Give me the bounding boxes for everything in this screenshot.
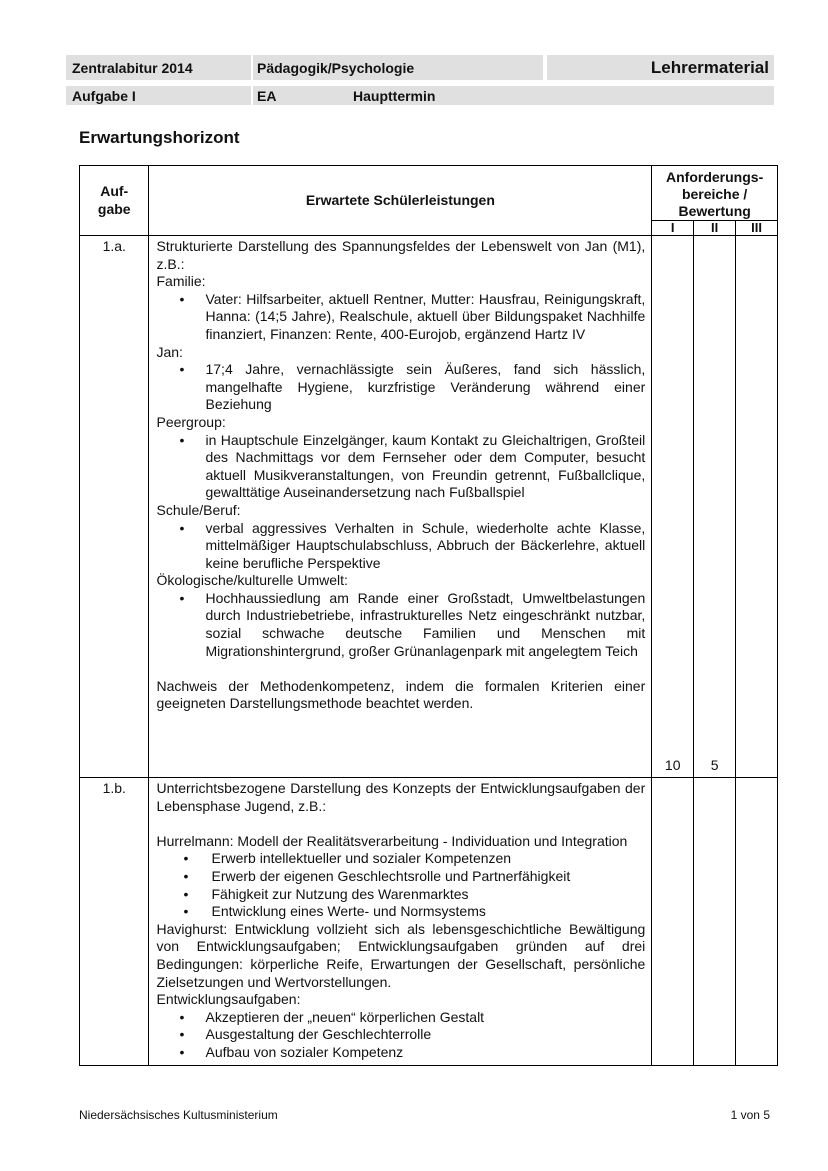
- havighurst-text: Havighurst: Entwicklung vollzieht sich als lebensgeschichtliche Bewältigung von Entwicklungsaufgaben; Entwicklungsaufgaben gründen auf drei Bedingungen: körperliche Reife, Erwartungen der Gesellschaft, persönliche Zielsetzungen und Wertvorstellungen.: [156, 920, 646, 990]
- header-exam: Zentralabitur 2014: [72, 59, 193, 76]
- expected-performance-1b: [149, 778, 652, 1066]
- header-subject-cell: [253, 55, 543, 80]
- list-item: • in Hauptschule Einzelgänger, kaum Kontakt zu Gleichaltrigen, Großteil des Nachmittags vor dem Fernseher oder dem Computer, besucht aktuell Musikveranstaltungen, von Freundin getrennt, Fußballclique, gewalttätige Auseinandersetzung nach Fußballspiel: [156, 432, 645, 502]
- level-header-ii: II: [694, 221, 736, 236]
- jan-label: Jan:: [156, 343, 183, 360]
- score-1b-ii: [694, 778, 736, 1066]
- list-item: • Entwicklung eines Werte- und Normsystems: [156, 903, 645, 921]
- score-1a-ii: 5: [694, 236, 736, 778]
- familie-list: [156, 291, 645, 344]
- list-item: • Erwerb der eigenen Geschlechtsrolle und Partnerfähigkeit: [156, 868, 645, 886]
- header-date: Haupttermin: [353, 87, 436, 104]
- column-header-leistungen: Erwartete Schülerleistungen: [149, 166, 652, 236]
- list-item: • Erwerb intellektueller und sozialer Kompetenzen: [156, 850, 645, 868]
- task-number-1a: 1.a.: [80, 236, 149, 778]
- umwelt-label: Ökologische/kulturelle Umwelt:: [156, 572, 348, 589]
- schule-label: Schule/Beruf:: [156, 501, 241, 518]
- table-row-1a: [80, 236, 778, 778]
- header-doctype-cell: [547, 55, 774, 80]
- methoden-text: Nachweis der Methodenkompetenz, indem die formalen Kriterien einer geeigneten Darstellungsmethode beachtet werden.: [156, 677, 646, 712]
- row-1b-intro: Unterrichtsbezogene Darstellung des Konzepts der Entwicklungsaufgaben der Lebensphase Jugend, z.B.:: [156, 780, 646, 814]
- entwicklungsaufgaben-label: Entwicklungsaufgaben:: [156, 991, 301, 1008]
- level-header-i: I: [652, 221, 694, 236]
- column-header-aufgabe-line2: gabe: [97, 200, 131, 217]
- anf-line1: Anforderungs-: [666, 169, 764, 185]
- umwelt-list: [156, 590, 645, 660]
- score-1a-iii: [736, 236, 778, 778]
- jan-list: [156, 361, 645, 414]
- level-header-iii: III: [736, 221, 778, 236]
- expected-performance-1a: [149, 236, 652, 778]
- footer-page-number: 1 von 5: [730, 1108, 770, 1122]
- table-row-1b: [80, 778, 778, 1066]
- header-task-cell: [66, 86, 251, 105]
- table-header-row: [80, 166, 778, 221]
- score-1a-i: 10: [652, 236, 694, 778]
- list-item: • verbal aggressives Verhalten in Schule, wiederholte achte Klasse, mittelmäßiger Hauptschulabschluss, Abbruch der Bäckerlehre, aktuell keine berufliche Perspektive: [156, 520, 645, 573]
- list-item: • Ausgestaltung der Geschlechterrolle: [156, 1026, 645, 1044]
- list-item: • 17;4 Jahre, vernachlässigte sein Äußeres, fand sich hässlich, mangelhafte Hygiene, kurzfristige Veränderung während einer Beziehung: [156, 361, 645, 414]
- peergroup-label: Peergroup:: [156, 413, 226, 430]
- header-task: Aufgabe I: [72, 87, 136, 104]
- header-level: EA: [257, 87, 277, 104]
- header-doctype: Lehrermaterial: [650, 57, 769, 77]
- list-item: • Hochhaussiedlung am Rande einer Großstadt, Umweltbelastungen durch Industriebetriebe, infrastrukturelles Netz eingeschränkt nutzbar, sozial schwache deutsche Familien und Menschen mit Migrationshintergrund, großer Grünanlagenpark mit angelegtem Teich: [156, 590, 645, 660]
- header-subject: Pädagogik/Psychologie: [257, 59, 415, 76]
- row-1a-intro: Strukturierte Darstellung des Spannungsfeldes der Lebenswelt von Jan (M1), z.B.:: [156, 238, 646, 272]
- familie-label: Familie:: [156, 273, 206, 290]
- list-item: • Vater: Hilfsarbeiter, aktuell Rentner, Mutter: Hausfrau, Reinigungskraft, Hanna: (14;5 Jahre), Realschule, aktuell über Bildungspaket Nachhilfe finanziert, Finanzen: Rente, 400-Eurojob, ergänzend Hartz IV: [156, 291, 645, 344]
- list-item: • Akzeptieren der „neuen“ körperlichen Gestalt: [156, 1009, 645, 1027]
- page-title: Erwartungshorizont: [79, 128, 240, 147]
- list-item: • Aufbau von sozialer Kompetenz: [156, 1044, 645, 1062]
- anf-line3: Bewertung: [678, 203, 751, 219]
- list-item: • Fähigkeit zur Nutzung des Warenmarktes: [156, 886, 645, 904]
- column-header-aufgabe: [80, 166, 149, 236]
- footer-ministry: Niedersächsisches Kultusministerium: [79, 1108, 278, 1122]
- anf-line2: bereiche /: [681, 186, 748, 202]
- score-1b-i: [652, 778, 694, 1066]
- hurrelmann-list: [156, 850, 645, 920]
- hurrelmann-text: Hurrelmann: Modell der Realitätsverarbeitung - Individuation und Integration: [156, 832, 628, 849]
- column-header-anforderungsbereiche: [652, 166, 778, 221]
- header-exam-cell: [66, 55, 251, 80]
- task-number-1b: 1.b.: [80, 778, 149, 1066]
- schule-list: [156, 520, 645, 573]
- entwicklungsaufgaben-list: [156, 1009, 645, 1062]
- header-level-cell: [253, 86, 774, 105]
- column-header-aufgabe-line1: Auf-: [100, 182, 129, 199]
- expectation-table: [79, 165, 778, 1066]
- peergroup-list: [156, 432, 645, 502]
- score-1b-iii: [736, 778, 778, 1066]
